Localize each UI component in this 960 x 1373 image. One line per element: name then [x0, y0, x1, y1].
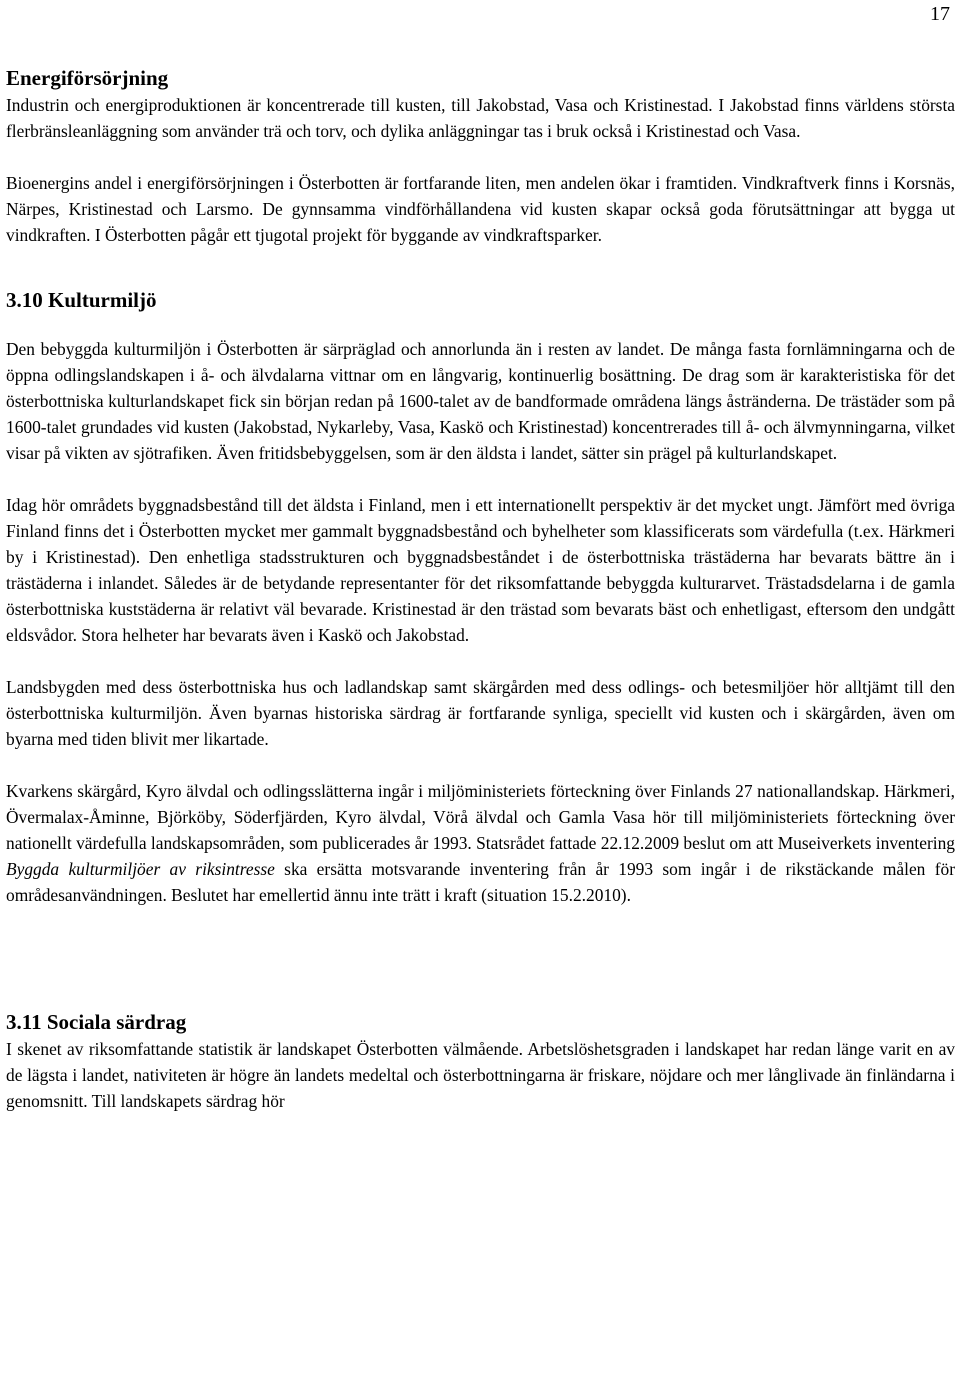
- culture-paragraph-4-italic-title: Byggda kulturmiljöer av riksintresse: [6, 859, 275, 879]
- culture-paragraph-4: [6, 778, 955, 908]
- culture-paragraph-4-start: Kvarkens skärgård, Kyro älvdal och odlingsslätterna ingår i miljöministeriets förteckning över Finlands 27 nationallandskap. Härkmeri, Övermalax-Åminne, Björköby, Söderfjärden, Kyro älvdal, Vörå älvdal och Gamla Vasa hör till miljöministeriets förteckning över nationellt värdefulla landskapsområden, som publicerades år 1993. Statsrådet fattade 22.12.2009 beslut om att Museiverkets inventering: [6, 781, 955, 853]
- culture-paragraph-2: Idag hör områdets byggnadsbestånd till det äldsta i Finland, men i ett internationellt perspektiv är det mycket ungt. Jämfört med övriga Finland finns det i Österbotten mycket mer gammalt byggnadsbestånd och byhelheter som klassificerats som värdefulla (t.ex. Härkmeri by i Kristinestad). Den enhetliga stadsstrukturen och byggnadsbeståndet i de österbottniska trästäderna har bevarats bättre än i trästäderna i inlandet. Således är de betydande representanter för det riksomfattande bebyggda kulturarvet. Trästadsdelarna i de gamla österbottniska kuststäderna är relativt väl bevarade. Kristinestad är den trästad som bevarats bäst och enhetligast, eftersom den undgått eldsvådor. Stora helheter har bevarats även i Kaskö och Jakobstad.: [6, 495, 955, 645]
- culture-paragraph-3: Landsbygden med dess österbottniska hus och ladlandskap samt skärgården med dess odlings- och betesmiljöer hör alltjämt till den österbottniska kulturmiljön. Även byarnas historiska särdrag är fortfarande synliga, speciellt vid kusten och i skärgården, även om byarna med tiden blivit mer likartade.: [6, 677, 955, 749]
- social-paragraph-1: I skenet av riksomfattande statistik är landskapet Österbotten välmående. Arbetslöshetsgraden i landskapet har redan länge varit en av de lägsta i landet, nativiteten är högre än landets medeltal och österbottningarna är friskare, nöjdare och mer långlivade än finländarna i genomsnitt. Till landskapets särdrag hör: [6, 1039, 955, 1111]
- culture-paragraph-1: Den bebyggda kulturmiljön i Österbotten är särpräglad och annorlunda än i resten av landet. De många fasta fornlämningarna och de öppna odlingslandskapen i å- och älvdalarna vittnar om en långvarig, kontinuerlig bosättning. De drag som är karakteristiska för det österbottniska kulturlandskapet fick sin början redan på 1600-talet av de bandformade områdena längs åstränderna. De trästäder som på 1600-talet grundades vid kusten (Jakobstad, Nykarleby, Vasa, Kaskö och Kristinestad) koncentrerades till å- och älvmynningarna, vilket visar på vikten av sjötrafiken. Även fritidsbebyggelsen, som är den äldsta i landet, sätter sin prägel på kulturlandskapet.: [6, 339, 955, 463]
- section-heading-social: 3.11 Sociala särdrag: [6, 1010, 187, 1034]
- energy-paragraph-1: Industrin och energiproduktionen är koncentrerade till kusten, till Jakobstad, Vasa och Kristinestad. I Jakobstad finns världens största flerbränsleanläggning som använder trä och torv, och dylika anläggningar tas i bruk också i Kristinestad och Vasa.: [6, 95, 955, 141]
- energy-paragraph-2: Bioenergins andel i energiförsörjningen i Österbotten är fortfarande liten, men andelen ökar i framtiden. Vindkraftverk finns i Korsnäs, Närpes, Kristinestad och Larsmo. De gynnsamma vindförhållandena vid kusten skapar också goda förutsättningar att bygga ut vindkraften. I Österbotten pågår ett tjugotal projekt för byggande av vindkraftsparker.: [6, 173, 955, 245]
- culture-paragraph-4-end: ska ersätta motsvarande inventering från år 1993 som ingår i de rikstäckande målen för områdesanvändningen. Beslutet har emellertid ännu inte trätt i kraft (situation 15.2.2010).: [6, 859, 955, 905]
- document-body: [6, 64, 955, 1114]
- section-heading-energy: Energiförsörjning: [6, 66, 169, 90]
- page-number: 17: [930, 3, 950, 25]
- section-heading-culture: 3.10 Kulturmiljö: [6, 288, 157, 312]
